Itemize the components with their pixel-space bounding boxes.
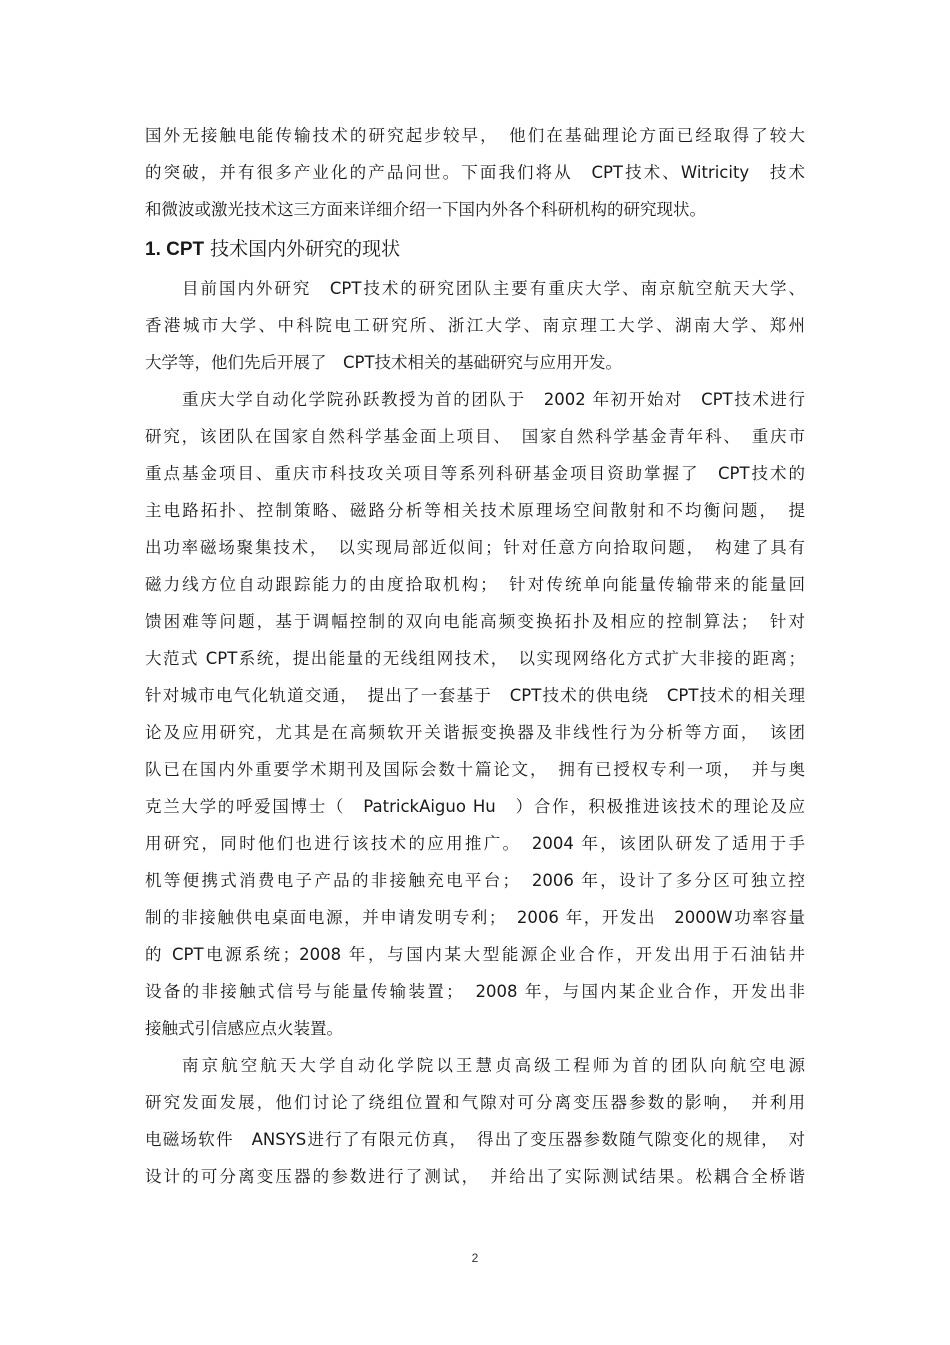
text-line: 论及应用研究，尤其是在高频软开关谐振变换器及非线性行为分析等方面， 该团 (145, 723, 805, 742)
text-line: 南京航空航天大学自动化学院以王慧贞高级工程师为首的团队向航空电源 (182, 1056, 805, 1075)
text-line: 大学等，他们先后开展了 CPT技术相关的基础研究与应用开发。 (145, 353, 623, 372)
text-line: 重点基金项目、重庆市科技攻关项目等系列科研基金项目资助掌握了 CPT技术的 (145, 464, 805, 483)
text-line: 研究发面发展，他们讨论了绕组位置和气隙对可分离变压器参数的影响， 并利用 (145, 1093, 805, 1112)
text-line: 磁力线方位自动跟踪能力的由度拾取机构； 针对传统单向能量传输带来的能量回 (145, 575, 805, 594)
paragraph-research-teams (145, 270, 805, 381)
paragraph-nanjing-aeronautics (145, 1047, 805, 1195)
text-line: 设计的可分离变压器的参数进行了测试， 并给出了实际测试结果。松耦合全桥谐 (145, 1167, 805, 1186)
text-line: 接触式引信感应点火装置。 (145, 1019, 343, 1038)
text-line: 香港城市大学、中科院电工研究所、浙江大学、南京理工大学、湖南大学、郑州 (145, 316, 805, 335)
section-heading (145, 228, 805, 270)
text-line: 和微波或激光技术这三方面来详细介绍一下国内外各个科研机构的研究现状。 (145, 200, 706, 219)
text-line: 主电路拓扑、控制策略、磁路分析等相关技术原理场空间散射和不均衡问题， 提 (145, 501, 805, 520)
page-number: 2 (471, 1251, 479, 1265)
text-line: 电磁场软件 ANSYS进行了有限元仿真， 得出了变压器参数随气隙变化的规律， 对 (145, 1130, 805, 1149)
section-title: 技术国内外研究的现状 (204, 238, 401, 260)
text-line: 针对城市电气化轨道交通， 提出了一套基于 CPT技术的供电绕 CPT技术的相关理 (145, 686, 805, 705)
text-line: 用研究，同时他们也进行该技术的应用推广。 2004 年，该团队研发了适用于手 (145, 834, 805, 853)
text-line: 制的非接触供电桌面电源，并申请发明专利； 2006 年，开发出 2000W功率容量 (145, 908, 805, 927)
text-line: 机等便携式消费电子产品的非接触充电平台； 2006 年，设计了多分区可独立控 (145, 871, 805, 890)
intro-paragraph (145, 117, 805, 228)
text-line: 研究，该团队在国家自然科学基金面上项目、 国家自然科学基金青年科、 重庆市 (145, 427, 805, 446)
document-body (145, 117, 805, 1195)
section-number: 1. CPT (145, 239, 205, 260)
text-line: 设备的非接触式信号与能量传输装置； 2008 年，与国内某企业合作，开发出非 (145, 982, 805, 1001)
text-line: 队已在国内外重要学术期刊及国际会数十篇论文， 拥有已授权专利一项， 并与奥 (145, 760, 805, 779)
paragraph-chongqing-university (145, 381, 805, 1047)
text-line: 出功率磁场聚集技术， 以实现局部近似间；针对任意方向拾取问题， 构建了具有 (145, 538, 805, 557)
text-line: 国外无接触电能传输技术的研究起步较早， 他们在基础理论方面已经取得了较大 (145, 126, 805, 145)
text-line: 目前国内外研究 CPT技术的研究团队主要有重庆大学、南京航空航天大学、 (182, 279, 805, 298)
text-line: 馈困难等问题，基于调幅控制的双向电能高频变换拓扑及相应的控制算法； 针对 (145, 612, 805, 631)
text-line: 克兰大学的呼爱国博士（ PatrickAiguo Hu ）合作，积极推进该技术的理论及应 (145, 797, 805, 816)
text-line: 的突破，并有很多产业化的产品问世。下面我们将从 CPT技术、Witricity 技术 (145, 163, 805, 182)
text-line: 大范式 CPT系统，提出能量的无线组网技术， 以实现网络化方式扩大非接的距离； (145, 649, 805, 668)
text-line: 的 CPT电源系统；2008 年，与国内某大型能源企业合作，开发出用于石油钻井 (145, 945, 805, 964)
text-line: 重庆大学自动化学院孙跃教授为首的团队于 2002 年初开始对 CPT技术进行 (182, 390, 805, 409)
